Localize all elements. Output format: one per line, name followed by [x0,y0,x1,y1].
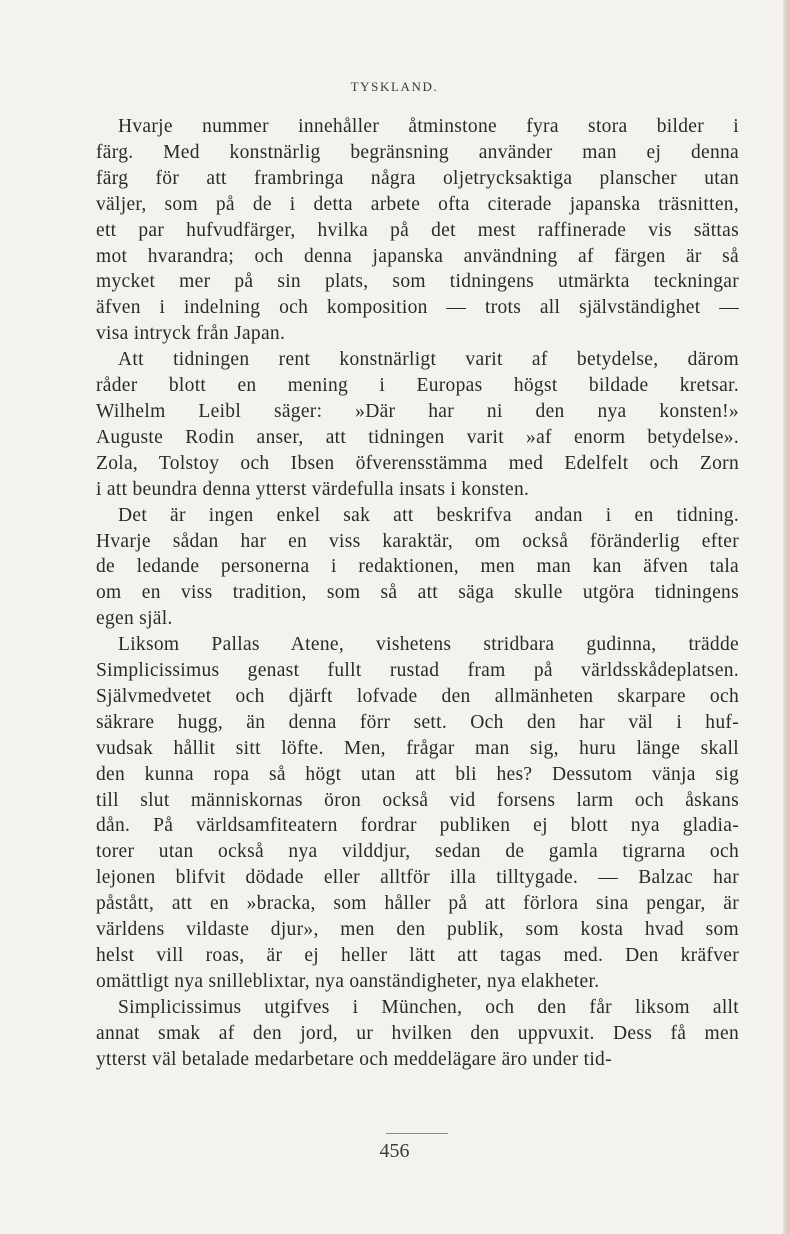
text-line: vudsak hållit sitt löfte. Men, frågar man sig, huru länge skall [96,737,739,759]
text-line: mot hvarandra; och denna japanska användning af färgen är så [96,245,739,267]
text-line: äfven i indelning och komposition — trots all självständighet — [96,297,739,319]
text-line: Zola, Tolstoy och Ibsen öfverensstämma med Edelfelt och Zorn [96,452,739,474]
page-number: 456 [379,1140,410,1162]
text-line: råder blott en mening i Europas högst bildade kretsar. [96,375,739,397]
text-line: till slut människornas öron också vid forsens larm och åskans [96,789,739,811]
text-line: helst vill roas, är ej heller lätt att tagas med. Den kräfver [96,945,739,966]
text-line: lejonen blifvit dödade eller alltför illa tilltygade. — Balzac har [96,867,739,889]
text-line: Hvarje sådan har en viss karaktär, om också föränderlig efter [96,530,739,552]
text-line: den kunna ropa så högt utan att bli hes? Dessutom vänja sig [96,763,739,785]
page-edge [783,0,789,1234]
text-line: dån. På världsamfiteatern fordrar publiken ej blott nya gladia- [96,815,739,837]
text-line: Att tidningen rent konstnärligt varit af betydelse, därom [118,349,739,371]
paragraph [96,632,739,995]
text-line: Wilhelm Leibl säger: »Där har ni den nya konsten!» [96,400,739,422]
text-line: ett par hufvudfärger, hvilka på det mest raffinerade vis sättas [96,219,739,241]
text-line: egen själ. [96,608,173,630]
paragraph [96,347,739,502]
paragraph [96,995,739,1073]
text-line: ytterst väl betalade medarbetare och meddelägare äro under tid- [96,1048,612,1070]
text-line: annat smak af den jord, ur hvilken den uppvuxit. Dess få men [96,1022,739,1044]
text-line: torer utan också nya vilddjur, sedan de gamla tigrarna och [96,841,739,863]
text-line: Auguste Rodin anser, att tidningen varit »af enorm betydelse». [96,426,739,448]
text-line: Självmedvetet och djärft lofvade den allmänheten skarpare och [96,685,739,707]
page-number-rule [386,1133,448,1134]
text-line: de ledande personerna i redaktionen, men man kan äfven tala [96,556,739,578]
text-line: Hvarje nummer innehåller åtminstone fyra stora bilder i [118,116,739,137]
text-line: i att beundra denna ytterst värdefulla insats i konsten. [96,478,530,500]
text-line: världens vildaste djur», men den publik, som kosta hvad som [96,919,739,941]
text-line: påstått, att en »bracka, som håller på att förlora sina pengar, är [96,893,739,915]
paragraph [96,114,739,347]
paragraph [96,503,739,633]
body-text [96,114,739,1073]
text-line: Liksom Pallas Atene, vishetens stridbara gudinna, trädde [118,634,739,656]
text-line: visa intryck från Japan. [96,323,286,345]
text-line: färg. Med konstnärlig begränsning använder man ej denna [96,141,739,163]
text-line: om en viss tradition, som så att säga skulle utgöra tidningens [96,582,739,604]
running-head: TYSKLAND. [350,79,439,94]
text-line: omättligt nya snilleblixtar, nya oanständigheter, nya elakheter. [96,970,600,992]
text-line: Det är ingen enkel sak att beskrifva andan i en tidning. [118,504,739,526]
text-line: färg för att frambringa några oljetrycksaktiga planscher utan [96,167,739,189]
text-line: Simplicissimus utgifves i München, och den får liksom allt [118,996,739,1018]
text-line: mycket mer på sin plats, som tidningens utmärkta teckningar [96,271,739,293]
text-line: Simplicissimus genast fullt rustad fram på världsskådeplatsen. [96,660,739,682]
text-line: väljer, som på de i detta arbete ofta citerade japanska träsnitten, [96,193,739,215]
text-line: säkrare hugg, än denna förr sett. Och den har väl i huf- [96,711,739,733]
